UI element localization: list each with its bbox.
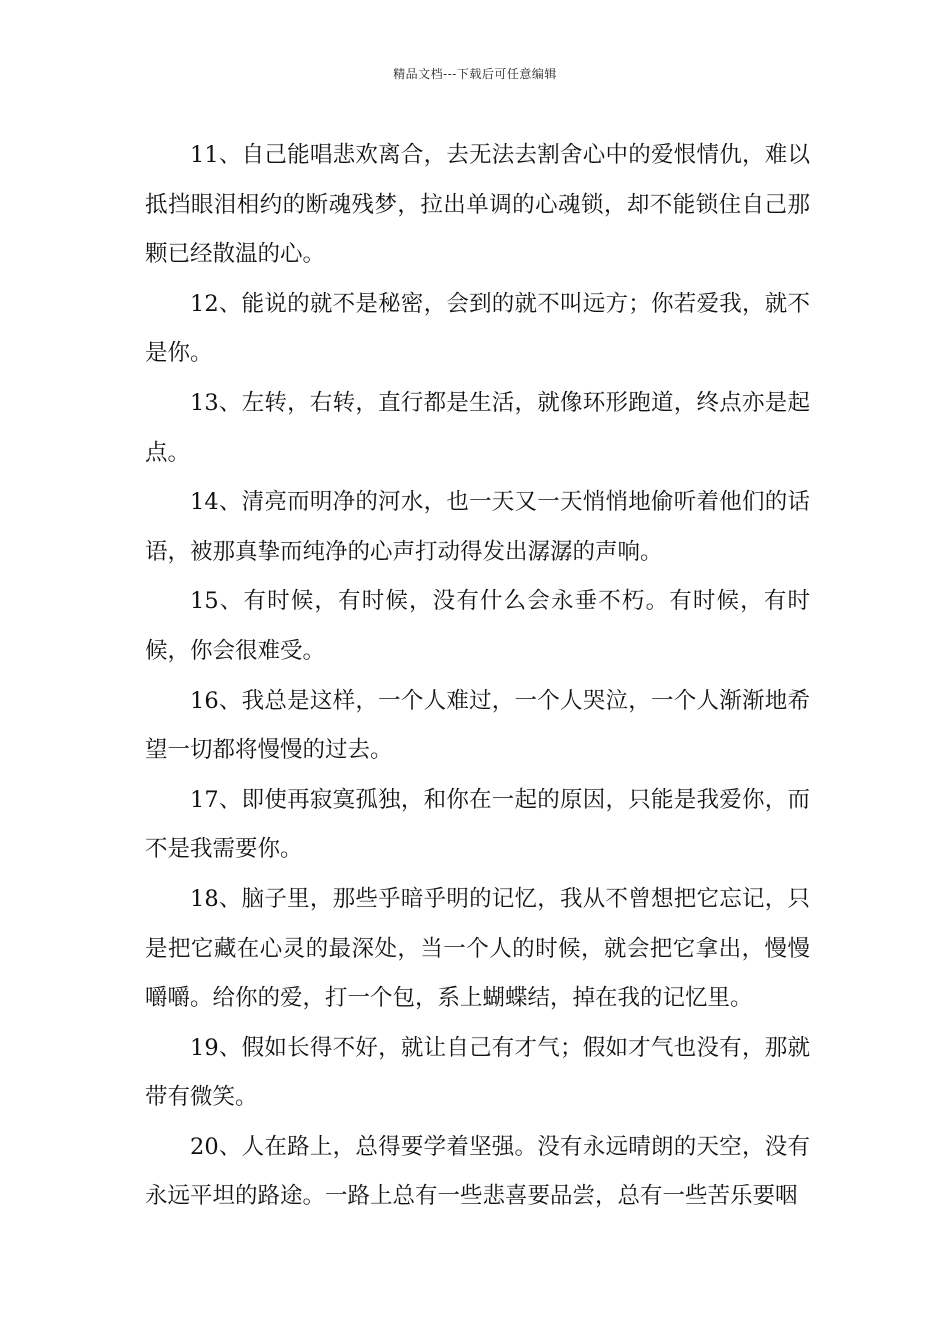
paragraph-17: 17、即使再寂寞孤独，和你在一起的原因，只能是我爱你，而不是我需要你。	[145, 786, 810, 863]
paragraph-15: 15、有时候，有时候，没有什么会永垂不朽。有时候，有时候，你会很难受。	[145, 588, 810, 664]
paragraph-20: 20、人在路上，总得要学着坚强。没有永远晴朗的天空，没有永远平坦的路途。一路上总有一些悲喜要品尝，总有一些苦乐要咽	[145, 1133, 810, 1210]
paragraph-12: 12、能说的就不是秘密，会到的就不叫远方；你若爱我，就不是你。	[145, 290, 810, 367]
page-header: 精品文档---下载后可任意编辑	[393, 67, 557, 81]
paragraph-18: 18、脑子里，那些乎暗乎明的记忆，我从不曾想把它忘记，只是把它藏在心灵的最深处，当一个人的时候，就会把它拿出，慢慢嚼嚼。给你的爱，打一个包，系上蝴蝶结，掉在我的记忆里。	[145, 885, 810, 1012]
paragraph-16: 16、我总是这样，一个人难过，一个人哭泣，一个人渐渐地希望一切都将慢慢的过去。	[145, 687, 810, 764]
paragraph-11: 11、自己能唱悲欢离合，去无法去割舍心中的爱恨情仇，难以抵挡眼泪相约的断魂残梦，拉出单调的心魂锁，却不能锁住自己那颗已经散温的心。	[145, 142, 810, 268]
paragraph-19: 19、假如长得不好，就让自己有才气；假如才气也没有，那就带有微笑。	[145, 1034, 810, 1111]
paragraph-14: 14、清亮而明净的河水，也一天又一天悄悄地偷听着他们的话语，被那真挚而纯净的心声打动得发出潺潺的声响。	[145, 489, 810, 565]
paragraph-13: 13、左转，右转，直行都是生活，就像环形跑道，终点亦是起点。	[145, 389, 810, 466]
document-body	[145, 131, 810, 1222]
